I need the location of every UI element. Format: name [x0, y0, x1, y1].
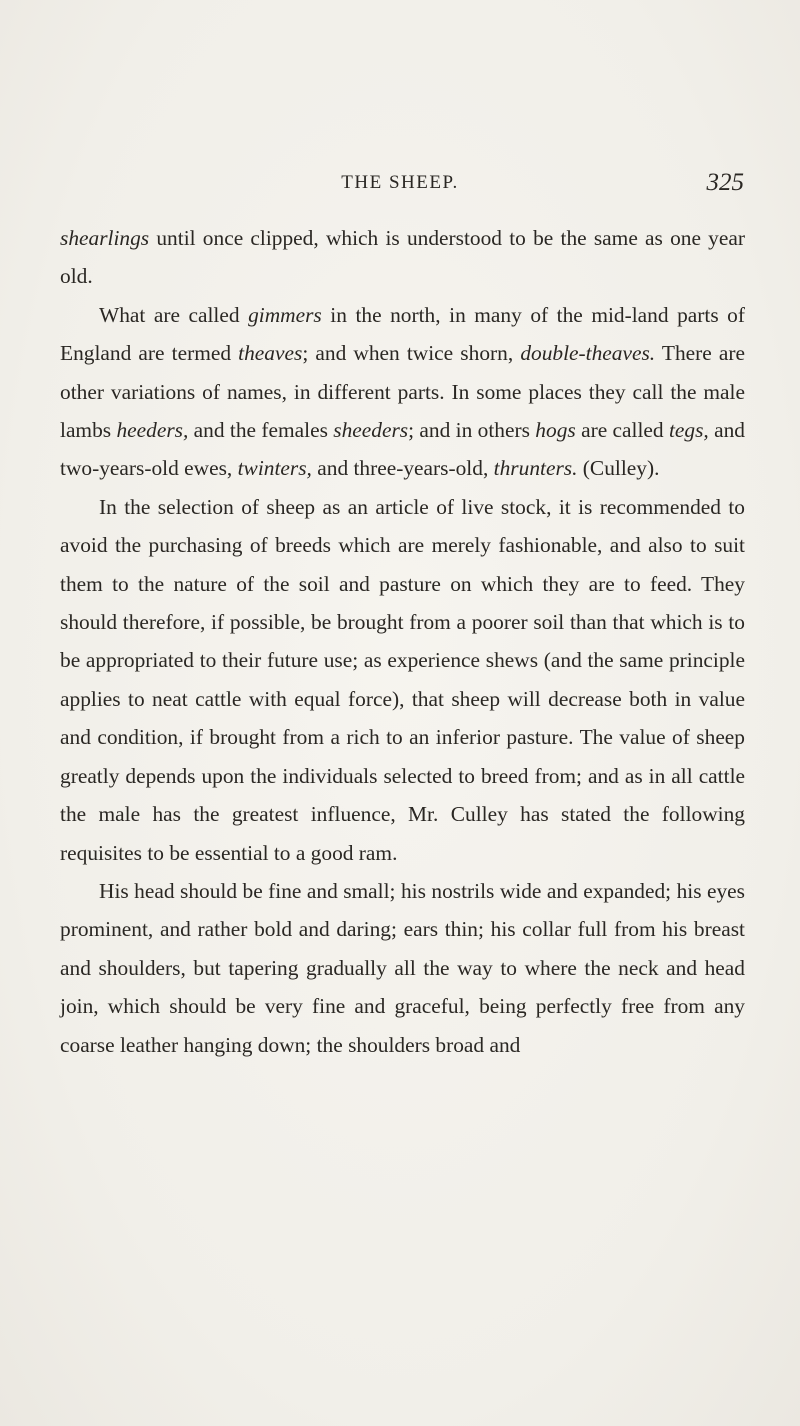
italic-term: shearlings [60, 226, 150, 250]
paragraph [60, 219, 745, 296]
paragraph [60, 296, 745, 488]
italic-term: twinters, [237, 456, 312, 481]
text-run: until once clipped, which is understood to be the same as one year old. [60, 226, 745, 289]
text-run: What are called [99, 302, 249, 327]
running-head [0, 169, 800, 202]
text-run: and three-years-old, [311, 456, 494, 481]
italic-term: thrunters. [493, 456, 578, 481]
text-run: ; and in others [408, 418, 536, 443]
paragraph [60, 488, 745, 872]
text-run: ; and when twice shorn, [302, 341, 521, 366]
text-run: His head should be fine and small; his nostrils wide and expanded; his eyes prominent, and rather bold and daring; ears thin; his collar full from his breast and shoulders, but tapering gradually all the way to where the neck and head join, which should be very fine and graceful, being perfectly free from any coarse leather hanging down; the shoulders broad and [60, 878, 745, 1057]
text-run: In the selection of sheep as an article of live stock, it is recommended to avoid the purchasing of breeds which are merely fashionable, and also to suit them to the nature of the soil and pasture on which they are to feed. They should therefore, if possible, be brought from a poorer soil than that which is to be appropriated to their future use; as experience shews (and the same principle applies to neat cattle with equal force), that sheep will decrease both in value and condition, if brought from a rich to an inferior pasture. The value of sheep greatly depends upon the individuals selected to breed from; and as in all cattle the male has the greatest influence, Mr. Culley has stated the following requisites to be essential to a good ram. [60, 494, 745, 865]
text-run: (Culley). [577, 456, 660, 481]
text-run: There are other variations of names, in different parts. In some places they call the male lambs [60, 341, 746, 443]
text-run: in the north, in many of the mid-land parts of England are termed [60, 302, 745, 366]
page-number: 325 [706, 169, 744, 196]
running-title: THE SHEEP. [341, 172, 459, 193]
text-run: and the females [188, 418, 334, 443]
italic-term: tegs, [668, 418, 709, 443]
italic-term: double-theaves. [520, 341, 656, 366]
body-text [60, 219, 745, 1064]
text-run: are called [575, 418, 669, 443]
italic-term: heeders, [116, 418, 189, 443]
italic-term: sheeders [333, 418, 409, 443]
italic-term: hogs [535, 418, 576, 443]
text-run: and two-years-old ewes, [60, 418, 746, 481]
italic-term: theaves [238, 341, 303, 366]
paragraph [60, 872, 745, 1064]
italic-term: gimmers [248, 302, 322, 327]
